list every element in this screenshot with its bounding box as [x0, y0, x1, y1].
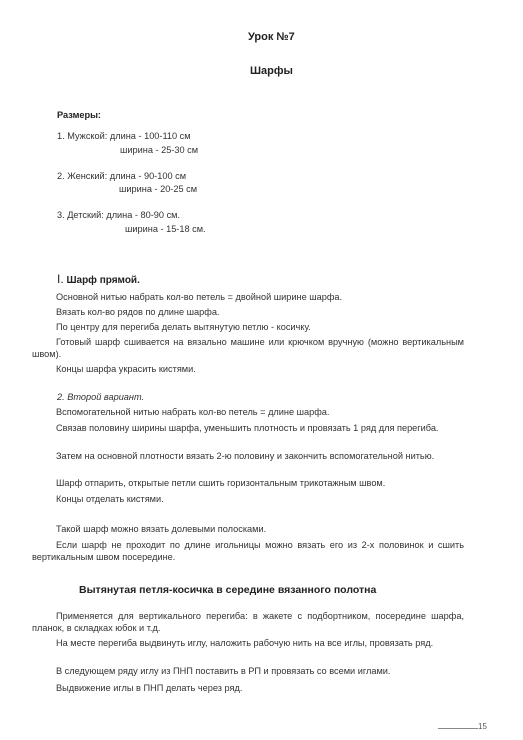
section2-heading: Вытянутая петля-косичка в середине вязанного полотна: [79, 584, 377, 596]
section2-p2: На месте перегиба выдвинуть иглу, наложить рабочую нить на все иглы, провязать ряд.: [56, 638, 434, 648]
size-male-width: ширина - 25-30 см: [120, 145, 199, 155]
variant-p4: Шарф отпарить, открытые петли сшить горизонтальным трикотажным швом.: [56, 478, 386, 488]
section1-p1: Основной нитью набрать кол-во петель = двойной ширине шарфа.: [56, 292, 343, 302]
footer-rule: [438, 728, 478, 729]
section1-title: Шарф прямой.: [66, 275, 140, 286]
size-child-length: 3. Детский: длина - 80-90 см.: [57, 210, 181, 220]
note-p2: Если шарф не проходит по длине игольницы можно вязать его из 2-х половинок и сшить вертикальным швом посередине.: [32, 540, 464, 562]
variant-p2: Связав половину ширины шарфа, уменьшить плотность и провязать 1 ряд для перегиба.: [56, 423, 439, 433]
size-female-width: ширина - 20-25 см: [119, 184, 198, 194]
size-female-length: 2. Женский: длина - 90-100 см: [57, 171, 187, 181]
sizes-heading: Размеры:: [57, 110, 101, 120]
topic-title: Шарфы: [250, 65, 293, 77]
section2-p3: В следующем ряду иглу из ПНП поставить в РП и провязать со всеми иглами.: [56, 666, 391, 676]
size-male-length: 1. Мужской: длина - 100-110 см: [57, 131, 191, 141]
section1-heading: [57, 274, 140, 286]
size-child-width: ширина - 15-18 см.: [125, 224, 206, 234]
variant-heading: 2. Второй вариант.: [57, 392, 145, 402]
lesson-title: Урок №7: [248, 31, 295, 43]
section1-p5: Концы шарфа украсить кистями.: [56, 364, 196, 374]
section2-p4: Выдвижение иглы в ПНП делать через ряд.: [56, 683, 243, 693]
variant-p3: Затем на основной плотности вязать 2-ю половину и закончить вспомогательной нитью.: [56, 451, 435, 461]
section1-numeral: I.: [57, 272, 64, 286]
variant-p1: Вспомогательной нитью набрать кол-во петель = длине шарфа.: [56, 407, 330, 417]
variant-p5: Концы отделать кистями.: [56, 494, 164, 504]
section2-p1: Применяется для вертикального перегиба: в жакете с подбортником, посередине шарфа, планок, в складках юбок и т.д.: [32, 611, 464, 633]
note-p1: Такой шарф можно вязать долевыми полосками.: [56, 524, 267, 534]
page-number: 15: [478, 722, 487, 731]
section1-p4: Готовый шарф сшивается на вязально машине или крючком вручную (можно вертикальным швом).: [32, 337, 464, 359]
section1-p3: По центру для перегиба делать вытянутую петлю - косичку.: [56, 322, 311, 332]
section1-p2: Вязать кол-во рядов по длине шарфа.: [56, 307, 220, 317]
